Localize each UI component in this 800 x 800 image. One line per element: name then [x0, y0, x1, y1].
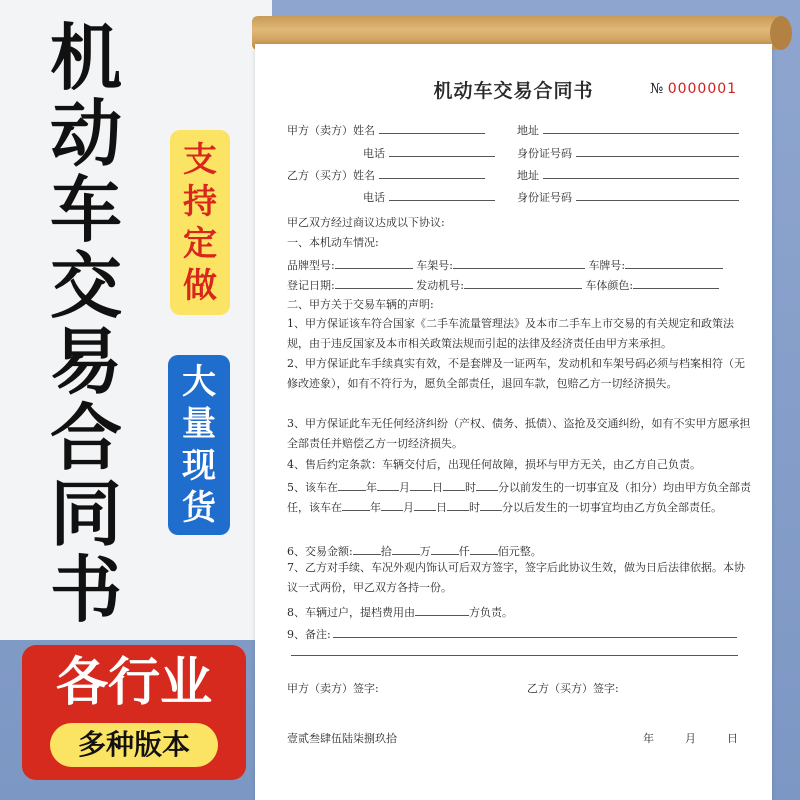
title-char: 交 — [49, 244, 122, 328]
c5-year2-blank[interactable] — [342, 499, 370, 511]
seller-phone-label: 电话 — [363, 147, 385, 160]
c5-year-blank[interactable] — [338, 479, 366, 491]
stock-badge — [168, 355, 230, 535]
brand-blank[interactable] — [335, 257, 413, 269]
badge-char: 货 — [182, 488, 216, 528]
buyer-address-row — [517, 167, 739, 183]
title-char: 合 — [49, 396, 122, 480]
date-year: 年 — [643, 732, 654, 745]
buyer-name-blank[interactable] — [379, 167, 485, 179]
section-two-heading: 二、甲方关于交易车辆的声明: — [287, 298, 434, 311]
c5-minute2-blank[interactable] — [480, 499, 502, 511]
c5-year2: 年 — [370, 501, 381, 514]
amount-wan: 万 — [419, 545, 431, 558]
frame-label: 车架号: — [416, 259, 453, 272]
buyer-phone-label: 电话 — [363, 191, 385, 204]
c5-hour2: 时 — [469, 501, 480, 514]
remarks-label: 9、备注: — [287, 628, 331, 641]
transfer-label: 8、车辆过户，提档费用由 — [287, 606, 415, 619]
plate-blank[interactable] — [625, 257, 723, 269]
seller-address-row — [517, 122, 739, 138]
amount-wan-blank[interactable] — [392, 543, 420, 555]
serial-value: 0000001 — [667, 81, 738, 97]
seller-phone-blank[interactable] — [389, 145, 495, 157]
clause-6 — [287, 543, 542, 559]
color-label: 车体颜色: — [585, 279, 634, 292]
vertical-title — [36, 16, 136, 632]
c5-month-blank[interactable] — [377, 479, 399, 491]
frame-blank[interactable] — [453, 257, 585, 269]
amount-bai: 佰元整。 — [497, 545, 542, 558]
clause-9 — [287, 626, 737, 642]
reg-date-label: 登记日期: — [287, 279, 335, 292]
amount-bai-blank[interactable] — [470, 543, 498, 555]
buyer-phone-row — [363, 189, 495, 205]
badge-char: 持 — [183, 181, 217, 222]
seller-phone-row — [363, 145, 495, 161]
seller-name-label: 甲方（卖方）姓名 — [287, 124, 375, 137]
remarks-second-line[interactable] — [291, 655, 738, 656]
title-char: 同 — [49, 472, 122, 556]
c5-day: 日 — [432, 481, 443, 494]
c5-month2-blank[interactable] — [381, 499, 403, 511]
amount-label: 6、交易金额: — [287, 545, 353, 558]
engine-label: 发动机号: — [416, 279, 464, 292]
clause-7: 7、乙方对手续、车况外观内饰认可后双方签字，签字后此协议生效，做为日后法律依据。本协议一式两份，甲乙双方各持一份。 — [287, 561, 745, 594]
buyer-name-row — [287, 167, 485, 183]
banner-main-text: 各行业 — [55, 653, 212, 713]
seller-signature: 甲方（卖方）签字: — [287, 682, 379, 695]
transfer-end: 方负责。 — [469, 606, 513, 619]
c5-end: 分以后发生的一切事宜均由乙方负全部责任。 — [502, 501, 722, 514]
badge-char: 大 — [182, 362, 216, 402]
buyer-id-row — [517, 189, 739, 205]
buyer-address-label: 地址 — [517, 169, 539, 182]
clause-3: 3、甲方保证此车无任何经济纠纷（产权、债务、抵债）、盗抢及交通纠纷，如有不实甲方愿承担全部责任并赔偿乙方一切经济损失。 — [287, 417, 751, 450]
title-char: 机 — [49, 16, 122, 100]
color-blank[interactable] — [633, 277, 719, 289]
buyer-address-blank[interactable] — [543, 167, 739, 179]
seller-id-label: 身份证号码 — [517, 147, 572, 160]
badge-char: 定 — [183, 223, 217, 264]
c5-day-blank[interactable] — [410, 479, 432, 491]
buyer-phone-blank[interactable] — [389, 189, 495, 201]
c5-month2: 月 — [403, 501, 414, 514]
amount-qian-blank[interactable] — [431, 543, 459, 555]
clause-4: 4、售后约定条款：车辆交付后，出现任何故障，损坏与甲方无关，由乙方自己负责。 — [287, 458, 701, 471]
c5-day2-blank[interactable] — [414, 499, 436, 511]
seller-id-row — [517, 145, 739, 161]
date-month: 月 — [685, 732, 696, 745]
buyer-id-label: 身份证号码 — [517, 191, 572, 204]
buyer-id-blank[interactable] — [576, 189, 739, 201]
clause-8 — [287, 604, 513, 620]
c5-start: 5、该车在 — [287, 481, 338, 494]
plate-label: 车牌号: — [588, 259, 626, 272]
title-char: 书 — [49, 548, 122, 632]
amount-qian: 仟 — [458, 545, 470, 558]
date-day: 日 — [727, 732, 738, 745]
custom-badge — [170, 130, 230, 315]
clause-5 — [287, 478, 751, 518]
c5-hour-blank[interactable] — [443, 479, 465, 491]
title-char: 车 — [49, 168, 122, 252]
title-char: 易 — [49, 320, 122, 404]
clause-2: 2、甲方保证此车手续真实有效，不是套牌及一证两车，发动机和车架号码必须与档案相符（无修改迹象），如有不符行为，愿负全部责任，退回车款，包赔乙方一切经济损失。 — [287, 357, 745, 390]
c5-year: 年 — [366, 481, 377, 494]
badge-char: 支 — [183, 139, 217, 180]
c5-hour2-blank[interactable] — [447, 499, 469, 511]
buyer-name-label: 乙方（买方）姓名 — [287, 169, 375, 182]
clause-1: 1、甲方保证该车符合国家《二手车流量管理法》及本市二手车上市交易的有关规定和政策法规，由于违反国家及本市相关政策法规而引起的法律及经济责任由甲方来承担。 — [287, 317, 734, 350]
seller-address-blank[interactable] — [543, 122, 739, 134]
engine-blank[interactable] — [464, 277, 582, 289]
intro-line: 甲乙双方经过商议达成以下协议: — [287, 216, 445, 229]
vehicle-row-2 — [287, 277, 719, 293]
c5-mid: 分以前发生的一切事宜及（扣分）均由甲方负全部责任，该车在 — [287, 481, 751, 514]
seller-address-label: 地址 — [517, 124, 539, 137]
banner-version-pill: 多种版本 — [50, 723, 218, 767]
industry-banner — [22, 645, 246, 780]
reg-date-blank[interactable] — [335, 277, 413, 289]
transfer-party-blank[interactable] — [415, 604, 469, 616]
remarks-blank[interactable] — [333, 626, 737, 638]
capital-digits: 壹贰叁肆伍陆柒捌玖拾 — [287, 732, 397, 745]
section-one-heading: 一、本机动车情况: — [287, 236, 379, 249]
amount-shi-blank[interactable] — [353, 543, 381, 555]
seller-id-blank[interactable] — [576, 145, 739, 157]
brand-label: 品牌型号: — [287, 259, 335, 272]
c5-hour: 时 — [465, 481, 476, 494]
seller-name-blank[interactable] — [379, 122, 485, 134]
badge-char: 量 — [182, 404, 216, 444]
serial-number — [650, 81, 737, 97]
seller-name-row — [287, 122, 485, 138]
contract-title: 机动车交易合同书 — [433, 80, 594, 102]
c5-minute-blank[interactable] — [476, 479, 498, 491]
c5-day2: 日 — [436, 501, 447, 514]
amount-shi: 拾 — [380, 545, 392, 558]
vehicle-row-1 — [287, 257, 723, 273]
buyer-signature: 乙方（买方）签字: — [527, 682, 619, 695]
roll-end — [770, 16, 792, 50]
contract-sheet — [255, 44, 772, 800]
badge-char: 现 — [182, 446, 216, 486]
c5-month: 月 — [399, 481, 410, 494]
badge-char: 做 — [183, 265, 217, 306]
title-char: 动 — [49, 92, 122, 176]
serial-symbol: № — [650, 81, 664, 97]
